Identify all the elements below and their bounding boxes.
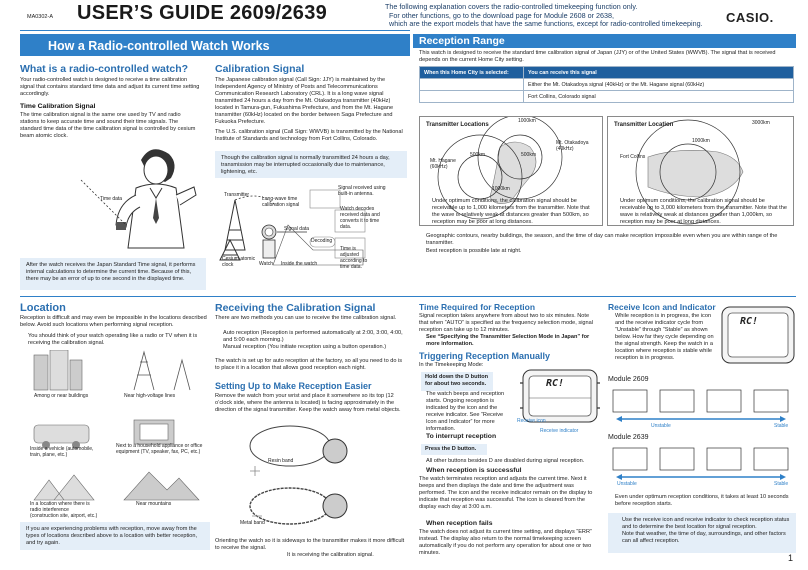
mt-otakadoya-label: Mt. Otakadoya (40kHz) xyxy=(556,140,589,152)
range-row-1-city xyxy=(420,79,524,91)
reception-range-heading: Reception Range xyxy=(419,35,505,47)
hold-body: The watch beeps and reception starts. Ongoing reception is indicated by the icon and the receive indicator. See “Receive Icon and Indicator” for more information. xyxy=(426,391,505,432)
range-col-2: You can receive this signal xyxy=(524,67,794,79)
icon-note-1: Use the receive icon and receive indicator to check reception status and to determine the best location for signal reception. xyxy=(622,517,790,530)
calib-body: The Japanese calibration signal (Call Sign: JJY) is maintained by the Independent Agency of Ministry of Posts and Telecommunications Communication Research Laboratory (CRL). It is a long wave signal transmitted 24 hours a day from the Mt. Otakadoya transmitter (40kHz) located in Tamura-gun, Fukushima Prefecture, and from the Mt. Hagane transmitter (60kHz) located on the border between Saga Prefecture and Fukuoka Prefecture. xyxy=(215,77,394,125)
signal-data-label: Signal data xyxy=(284,226,310,232)
icon-note-2: Note that weather, the time of day, surroundings, and other factors can all affect reception. xyxy=(622,531,786,544)
japan-map-title: Transmitter Locations xyxy=(426,122,489,128)
unstable-label-2609: Unstable xyxy=(651,423,671,429)
longwave-label: Long-wave time calibration signal xyxy=(262,196,300,208)
press-text: Press the D button. xyxy=(425,446,477,452)
japan-map-label-1000-top: 1000km xyxy=(518,118,536,124)
loc-caption-interference: In a location where there is radio interference (construction site, airport, etc.) xyxy=(30,501,98,519)
range-row-2-signal: Fort Collins, Colorado signal xyxy=(524,91,794,103)
receiving-note-1: Orienting the watch so it is sideways to the transmitter makes it more difficult to receive the signal. xyxy=(215,538,405,551)
receive-icon-label: Receive icon xyxy=(517,418,546,424)
receiving-bullet-2: Manual reception (You initiate reception using a button operation.) xyxy=(223,344,387,350)
icon-heading: Receive Icon and Indicator xyxy=(608,302,716,312)
header-note-line-3: which are the export models that have the same functions, except for radio-controlled timekeeping. xyxy=(389,19,703,29)
section-banner xyxy=(20,34,410,56)
us-map-note: Under optimum conditions, the calibration signal should be receivable up to 3,000 kilometers from the transmitter. Note that the wave is relatively weak at distances greater than 1,000km, so reception may be poor at long distances. xyxy=(620,198,787,225)
range-footer-2: Best reception is possible late at night. xyxy=(426,248,522,254)
man-with-watch-illustration xyxy=(66,140,206,250)
location-note-text: If you are experiencing problems with reception, move away from the types of locations described above to a location with better reception, and try again. xyxy=(26,526,198,546)
range-table xyxy=(419,66,794,103)
fails-body: The watch does not adjust its current time setting, and displays “ERR” instead. The display also return to the normal timekeeping screen automatically if you do not perform any operation for about one or two minutes. xyxy=(419,529,592,556)
transmitter-label: Transmitter xyxy=(224,192,250,198)
banner-title: How a Radio-controlled Watch Works xyxy=(48,39,270,53)
unstable-label-2639: Unstable xyxy=(617,481,637,487)
adjusted-label: Time is adjusted according to time data. xyxy=(340,246,368,270)
loc-caption-high-voltage: Near high-voltage lines xyxy=(124,393,176,399)
module-2639-label: Module 2639 xyxy=(608,434,649,441)
inside-label: Inside the watch xyxy=(281,261,318,267)
success-heading: When reception is successful xyxy=(426,467,522,474)
casio-logo: CASIO. xyxy=(726,10,774,25)
loc-caption-vehicle: Inside a vehicle (automobile, train, plane, etc.) xyxy=(30,446,94,458)
module-2609-label: Module 2609 xyxy=(608,376,649,383)
japan-map-note: Under optimum conditions, the calibration signal should be receivable up to 1,000 kilometers from the transmitter. Note that the wave is relatively weak at distances greater than 500km, so reception may be poor at long distances. xyxy=(432,198,590,225)
icon-body: While reception is in progress, the icon and the receive indicator cycle from “Unstable” through “Stable” as shown below. How far they cycle depending on the signal strength. Keep the watch in a location where reception is stable while reception is in progress. xyxy=(615,313,714,361)
manual-heading: Triggering Reception Manually xyxy=(419,351,551,361)
location-heading: Location xyxy=(20,302,66,314)
reception-range-bar xyxy=(413,34,796,48)
setup-heading: Setting Up to Make Reception Easier xyxy=(215,381,372,391)
location-note-box xyxy=(20,522,210,550)
hold-box xyxy=(421,372,493,391)
cesium-label: Cesium atomic clock xyxy=(222,256,256,268)
receive-indicator-label: Receive indicator xyxy=(540,428,579,434)
page-number: 1 xyxy=(788,553,794,563)
receiving-note-2: It is receiving the calibration signal. xyxy=(287,552,374,558)
time-req-heading: Time Required for Reception xyxy=(419,302,536,312)
doc-code: MA0302-A xyxy=(27,14,53,20)
range-col-1: When this Home City is selected: xyxy=(420,67,524,79)
mt-hagane-label: Mt. Hagane (60kHz) xyxy=(430,158,456,170)
location-illustrations xyxy=(24,350,208,520)
what-heading: What is a radio-controlled watch? xyxy=(20,63,189,75)
receiving-body-2: The watch is set up for auto reception at the factory, so all you need to do is to place it in a location that allows good reception each night. xyxy=(215,358,403,371)
hold-text: Hold down the D button for about two seconds. xyxy=(425,374,489,387)
receiving-bullet-1: Auto reception (Reception is performed automatically at 2:00, 3:00, 4:00, and 5:00 each morning.) xyxy=(223,330,403,343)
decodes-label: Watch decodes received data and converts it to time data. xyxy=(340,206,380,230)
what-body: Your radio-controlled watch is designed to receive a time calibration signal that contains standard time data and adjust its current time setting accordingly. xyxy=(20,77,200,97)
us-map-label-3000: 3000km xyxy=(752,120,770,126)
loc-caption-buildings: Among or near buildings xyxy=(34,393,89,399)
us-map-label-1000: 1000km xyxy=(692,138,710,144)
calib-note-text: Though the calibration signal is normally transmitted 24 hours a day, transmission may be interrupted occasionally due to maintenance, lightening, etc. xyxy=(221,155,390,175)
time-req-see: See “Specifying the Transmitter Selection Mode in Japan” for more information. xyxy=(426,334,590,347)
what-note-box xyxy=(20,258,206,290)
fort-collins-label: Fort Collins xyxy=(620,154,646,160)
range-row-2-city xyxy=(420,91,524,103)
calib-heading: Calibration Signal xyxy=(215,63,305,75)
receiving-heading: Receiving the Calibration Signal xyxy=(215,302,376,314)
module-2639-strip xyxy=(608,444,796,486)
stable-label-2609: Stable xyxy=(774,423,789,429)
us-map-title: Transmitter Location xyxy=(614,122,674,128)
receiving-body: There are two methods you can use to receive the time calibration signal. xyxy=(215,315,397,321)
fails-heading: When reception fails xyxy=(426,520,493,527)
japan-map-label-500-b: 500km xyxy=(521,152,537,158)
metal-band-label: Metal band xyxy=(240,520,265,526)
time-req-body: Signal reception takes anywhere from about two to six minutes. Note that when “AUTO” is specified as the frequency selection mode, signal reception can take up to 12 minutes. xyxy=(419,313,594,333)
calib-body-2: The U.S. calibration signal (Call Sign: WWVB) is transmitted by the National Institute of Standards and technology from Fort Collins, Colorado. xyxy=(215,129,403,142)
range-body: This watch is designed to receive the standard time calibration signal of Japan (JJY) or of the United States (WWVB). The signal that is received depends on the current Home City setting. xyxy=(419,50,776,63)
watch-label: Watch xyxy=(259,261,273,267)
press-body: All other buttons besides D are disabled during signal reception. xyxy=(426,458,585,464)
location-body: Reception is difficult and may even be impossible in the locations described below. Avoid such locations when performing signal reception. xyxy=(20,315,207,328)
japan-map-label-1000-bottom: 1000km xyxy=(492,186,510,192)
received-label: Signal received using built-in antenna. xyxy=(338,185,386,197)
header-note-line-1: The following explanation covers the radio-controlled timekeeping function only. xyxy=(385,2,638,11)
decoding-label: Decoding xyxy=(311,238,333,244)
band-illustrations xyxy=(240,416,390,536)
setup-body: Remove the watch from your wrist and place it somewhere so its top (12 o’clock side, where the antenna is located) is facing approximately in the direction of the signal transmitter. Keep the watch away from metal objects. xyxy=(215,393,401,413)
icon-display-text: RC! xyxy=(740,316,759,327)
interrupt-heading: To interrupt reception xyxy=(426,433,497,440)
calib-note-box xyxy=(215,151,407,178)
location-body-2: You should think of your watch operating like a radio or TV when it is receiving the calibration signal. xyxy=(28,333,198,346)
range-footer-1: Geographic contours, nearby buildings, the season, and the time of day can make reception impossible even when you are within range of the transmitter. xyxy=(426,233,778,246)
header-note xyxy=(385,3,703,29)
stable-label-2639: Stable xyxy=(774,481,789,487)
manual-mode: In the Timekeeping Mode: xyxy=(419,362,484,368)
page-title: USER’S GUIDE 2609/2639 xyxy=(77,2,328,24)
loc-caption-mountains: Near mountains xyxy=(136,501,172,507)
manual-display-text: RC! xyxy=(546,378,565,389)
header-note-line-2: For other functions, go to the download page for Module 2608 or 2638, xyxy=(389,10,614,20)
module-2609-strip xyxy=(608,386,796,428)
top-rule-left xyxy=(20,30,410,31)
resin-band-label: Resin band xyxy=(268,458,294,464)
icon-body-2: Even under optimum reception conditions, it takes at least 10 seconds before reception starts. xyxy=(615,494,789,507)
middle-rule xyxy=(20,296,796,297)
what-note-text: After the watch receives the Japan Standard Time signal, it performs internal calculations to determine the current time. Because of this, there may be an error of up to one second in the displayed time. xyxy=(26,262,196,282)
icon-watch-display xyxy=(718,305,798,367)
what-sub-body: The time calibration signal is the same one used by TV and radio stations to keep accurate time and sound their time signals. The standard time data of the time calibration signal is controlled by cesium beam atomic clock. xyxy=(20,112,196,139)
icon-note-box xyxy=(608,513,796,553)
range-row-1-signal: Either the Mt. Otakadoya signal (40kHz) or the Mt. Hagane signal (60kHz) xyxy=(524,79,794,91)
what-sub-heading: Time Calibration Signal xyxy=(20,103,96,110)
time-data-label: Time data xyxy=(100,196,123,202)
success-body: The watch terminates reception and adjusts the current time. Next it beeps and then displays the date and time the adjustment was performed. The icon and the receive indicator remain on the display to indicate that reception was successful. The icon is cleared from the display each day at 3:00 a.m. xyxy=(419,476,593,510)
press-box xyxy=(421,444,487,455)
japan-map-label-500-a: 500km xyxy=(470,152,486,158)
loc-caption-appliance: Next to a household appliance or office equipment (TV, speaker, fax, PC, etc.) xyxy=(116,443,203,455)
